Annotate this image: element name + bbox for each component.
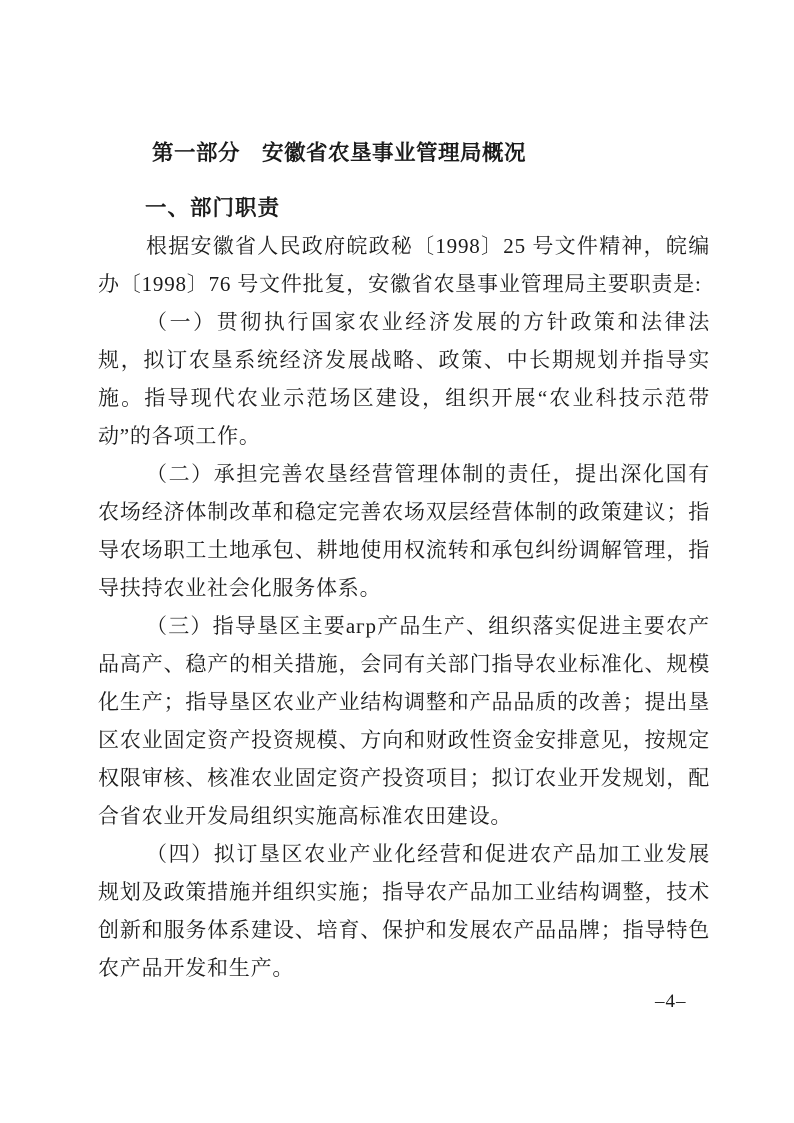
document-title: 第一部分 安徽省农垦事业管理局概况	[152, 141, 527, 165]
paragraph-duty-2: （二）承担完善农垦经营管理体制的责任，提出深化国有农场经济体制改革和稳定完善农场双层经营体制的政策建议；指导农场职工土地承包、耕地使用权流转和承包纠纷调解管理，指导扶持农业社会化服务体系。	[98, 462, 710, 600]
paragraph-duty-1: （一）贯彻执行国家农业经济发展的方针政策和法律法规，拟订农垦系统经济发展战略、政策、中长期规划并指导实施。指导现代农业示范场区建设，组织开展“农业科技示范带动”的各项工作。	[98, 310, 710, 448]
paragraph-duty-3: （三）指导垦区主要агр产品生产、组织落实促进主要农产品高产、稳产的相关措施，会同有关部门指导农业标准化、规模化生产；指导垦区农业产业结构调整和产品品质的改善；提出垦区农业固定资产投资规模、方向和财政性资金安排意见，按规定权限审核、核准农业固定资产投资项目；拟订农业开发规划，配合省农业开发局组织实施高标准农田建设。	[98, 614, 710, 828]
paragraph-intro: 根据安徽省人民政府皖政秘〔1998〕25 号文件精神，皖编办〔1998〕76 号文件批复，安徽省农垦事业管理局主要职责是:	[98, 234, 710, 296]
page-number: –4–	[655, 991, 687, 1012]
document-content	[98, 134, 710, 987]
section-heading: 一、部门职责	[145, 196, 281, 220]
paragraph-duty-4: （四）拟订垦区农业产业化经营和促进农产品加工业发展规划及政策措施并组织实施；指导农产品加工业结构调整，技术创新和服务体系建设、培育、保护和发展农产品品牌；指导特色农产品开发和生产。	[98, 842, 710, 980]
